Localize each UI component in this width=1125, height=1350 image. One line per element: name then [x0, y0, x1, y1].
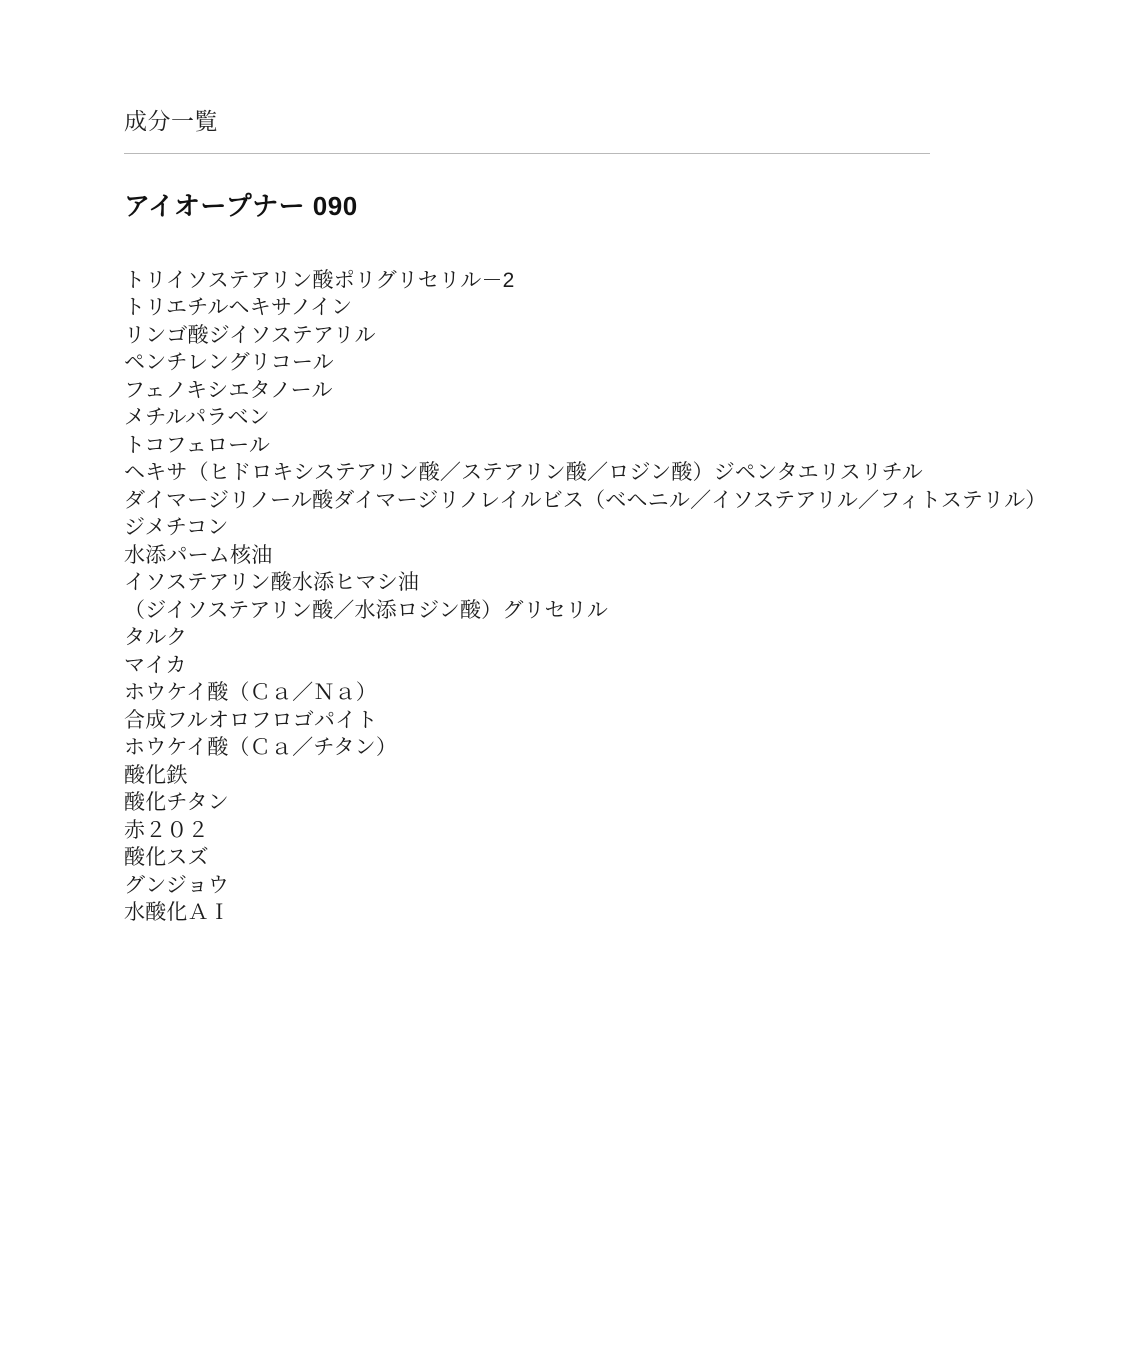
document-content [124, 104, 1059, 927]
list-item: ホウケイ酸（Ｃａ／Ｎａ） [124, 681, 377, 704]
list-item: 酸化スズ [124, 846, 209, 869]
product-name-heading: アイオープナー 090 [124, 190, 358, 221]
list-item: グンジョウ [124, 873, 230, 897]
list-item: フェノキシエタノール [124, 378, 333, 402]
list-item: ダイマージリノール酸ダイマージリノレイルビス（ベヘニル／イソステアリル／フィトステリル） [124, 488, 1047, 512]
list-item: 水酸化ＡＩ [124, 901, 230, 924]
list-item: 赤２０２ [124, 818, 209, 842]
list-item: ジメチコン [124, 516, 229, 539]
list-item: ホウケイ酸（Ｃａ／チタン） [124, 736, 398, 759]
list-item: トリエチルヘキサノイン [124, 296, 353, 319]
list-item: トコフェロール [124, 433, 271, 457]
list-item: （ジイソステアリン酸／水添ロジン酸）グリセリル [124, 598, 609, 622]
list-item: リンゴ酸ジイソステアリル [124, 323, 376, 347]
title-divider [124, 153, 930, 154]
list-item: 水添パーム核油 [124, 543, 273, 567]
list-item: メチルパラベン [124, 406, 270, 429]
page-title: 成分一覧 [124, 108, 218, 134]
list-item: 酸化鉄 [124, 763, 188, 787]
list-item: 合成フルオロフロゴパイト [124, 708, 378, 732]
ingredient-list [124, 267, 1059, 927]
list-item: 酸化チタン [124, 791, 229, 814]
list-item: トリイソステアリン酸ポリグリセリル－2 [124, 268, 515, 292]
list-item: マイカ [124, 653, 187, 677]
list-item: イソステアリン酸水添ヒマシ油 [124, 571, 420, 594]
list-item: ヘキサ（ヒドロキシステアリン酸／ステアリン酸／ロジン酸）ジペンタエリスリチル [124, 461, 923, 484]
list-item: ペンチレングリコール [124, 351, 334, 374]
list-item: タルク [124, 626, 188, 649]
